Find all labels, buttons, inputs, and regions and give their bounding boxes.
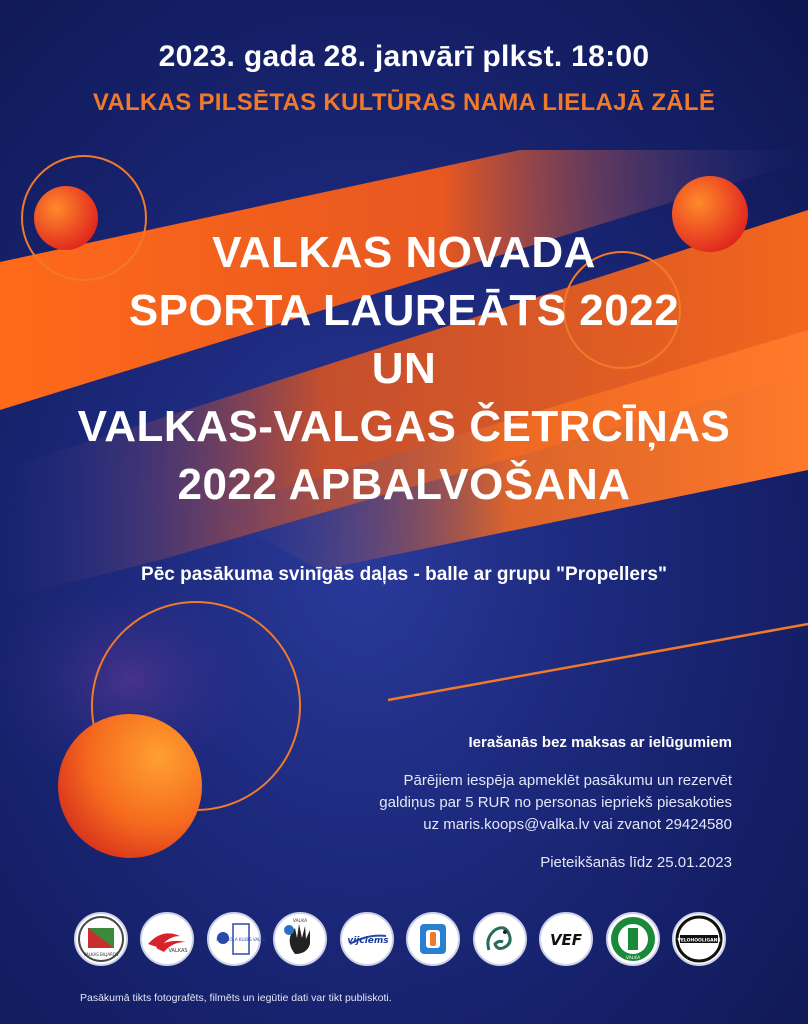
logo-4-text: VALKA <box>292 919 308 924</box>
booking-info-line-2: galdiņus par 5 RUR no personas iepriekš piesakoties <box>379 794 732 811</box>
title-line-4: VALKAS-VALGAS ČETRCĪŅAS <box>77 402 731 451</box>
event-venue: VALKAS PILSĒTAS KULTŪRAS NAMA LIELAJĀ ZĀLĒ <box>92 89 716 116</box>
logo-2-text: VALKAS <box>168 948 188 954</box>
logo-vijciems <box>340 912 394 966</box>
sponsor-logos <box>74 912 734 972</box>
accent-line <box>388 624 808 700</box>
logo-valkas-swoosh <box>140 912 194 966</box>
title-line-2: SPORTA LAUREĀTS 2022 <box>128 286 680 335</box>
event-date: 2023. gada 28. janvārī plkst. 18:00 <box>158 40 650 73</box>
logo-dragon <box>473 912 527 966</box>
booking-info-line-3: uz maris.koops@valka.lv vai zvanot 29424580 <box>423 816 732 833</box>
logo-8-text: VEF <box>549 931 583 949</box>
after-party-note: Pēc pasākuma svinīgās daļas - balle ar grupu "Propellers" <box>141 564 667 585</box>
footer-disclaimer: Pasākumā tikts fotografēts, filmēts un iegūtie dati var tikt publiskoti. <box>80 992 392 1004</box>
logo-10-text: VELOHOOLIGANS <box>677 938 721 944</box>
free-entry-note: Ierašanās bez maksas ar ielūgumiem <box>468 734 732 751</box>
logo-floorball-club <box>207 912 266 966</box>
logo-valka-green <box>606 912 660 966</box>
logo-billiards-club <box>74 912 128 966</box>
logo-3-text: FLORBOLA KLUBS VALKA <box>216 937 266 942</box>
ball-bottom-left <box>58 714 202 858</box>
logo-9-text: VALKA <box>625 956 641 961</box>
logo-vef <box>539 912 593 966</box>
booking-info-line-1: Pārējiem iespēja apmeklēt pasākumu un rezervēt <box>403 772 732 789</box>
logo-5-text: vijciems <box>347 936 389 946</box>
logo-blue-emblem <box>406 912 460 966</box>
logo-velohooligans <box>672 912 726 966</box>
registration-deadline: Pieteikšanās līdz 25.01.2023 <box>540 854 732 871</box>
logo-1-text: VALKAS BILJARDS <box>83 952 119 957</box>
logo-hand-print <box>273 912 327 966</box>
title-line-3: UN <box>371 344 437 393</box>
title-line-5: 2022 APBALVOŠANA <box>177 460 631 509</box>
title-line-1: VALKAS NOVADA <box>212 228 596 277</box>
